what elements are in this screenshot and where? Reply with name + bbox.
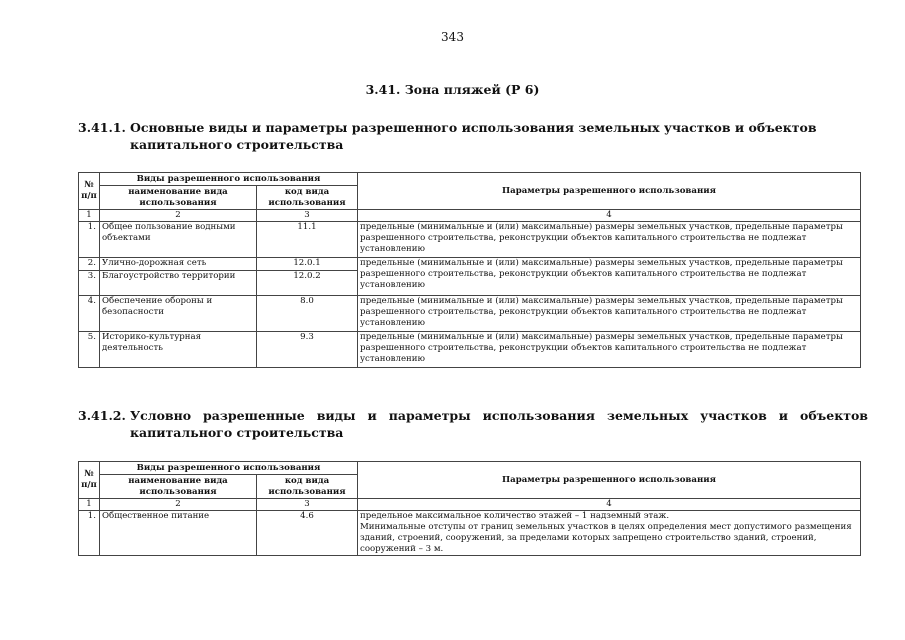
row-params: предельные (минимальные и (или) максимальные) размеры земельных участков, предельные параметры разрешенного строительства, реконструкции объектов капитального строительства не подлежат установлению [358, 258, 861, 296]
row-use-name: Благоустройство территории [100, 271, 257, 296]
conditional-uses-table [78, 461, 861, 556]
table-row [79, 296, 861, 332]
index-cell: 3 [257, 210, 358, 222]
col-header-num: № п/п [79, 173, 100, 210]
section-1-heading [78, 119, 868, 153]
row-use-code: 12.0.1 [257, 258, 358, 271]
row-params-line-2: Минимальные отступы от границ земельных участков в целях определения мест допустимого размещения зданий, строений, сооружений, за пределами которых запрещено строительство зданий, строений, сооружений – 3 м. [360, 522, 852, 554]
table-row [79, 258, 861, 271]
row-use-code: 9.3 [257, 332, 358, 368]
col-header-code: код вида использования [257, 475, 358, 499]
index-cell: 1 [79, 210, 100, 222]
row-use-name: Общественное питание [100, 511, 257, 556]
index-cell: 4 [358, 499, 861, 511]
row-number: 2. [79, 258, 100, 271]
index-cell: 4 [358, 210, 861, 222]
row-use-code: 11.1 [257, 222, 358, 258]
row-number: 1. [79, 511, 100, 556]
index-cell: 1 [79, 499, 100, 511]
row-number: 4. [79, 296, 100, 332]
table-header-row [79, 173, 861, 186]
page-number: 343 [441, 30, 464, 44]
index-cell: 3 [257, 499, 358, 511]
row-number: 5. [79, 332, 100, 368]
row-use-code: 12.0.2 [257, 271, 358, 296]
table-row [79, 332, 861, 368]
row-number: 1. [79, 222, 100, 258]
table-index-row [79, 499, 861, 511]
row-params: предельные (минимальные и (или) максимальные) размеры земельных участков, предельные параметры разрешенного строительства, реконструкции объектов капитального строительства не подлежат установлению [358, 222, 861, 258]
index-cell: 2 [100, 499, 257, 511]
col-header-name: наименование вида использования [100, 475, 257, 499]
section-1-title: Основные виды и параметры разрешенного использования земельных участков и объектов капитального строительства [130, 120, 817, 152]
row-number: 3. [79, 271, 100, 296]
row-use-code: 4.6 [257, 511, 358, 556]
row-params: предельные (минимальные и (или) максимальные) размеры земельных участков, предельные параметры разрешенного строительства, реконструкции объектов капитального строительства не подлежат установлению [358, 296, 861, 332]
table-row [79, 511, 861, 556]
index-cell: 2 [100, 210, 257, 222]
col-header-params: Параметры разрешенного использования [358, 173, 861, 210]
row-use-name: Улично-дорожная сеть [100, 258, 257, 271]
section-1-number: 3.41.1. [78, 120, 126, 135]
row-use-name: Историко-культурная деятельность [100, 332, 257, 368]
row-use-code: 8.0 [257, 296, 358, 332]
zone-title: 3.41. Зона пляжей (Р 6) [365, 82, 540, 97]
table-header-row [79, 462, 861, 475]
row-params: предельные (минимальные и (или) максимальные) размеры земельных участков, предельные параметры разрешенного строительства, реконструкции объектов капитального строительства не подлежат установлению [358, 332, 861, 368]
main-uses-table [78, 172, 861, 368]
section-2-heading [78, 407, 868, 441]
col-header-kinds: Виды разрешенного использования [100, 173, 358, 186]
col-header-kinds: Виды разрешенного использования [100, 462, 358, 475]
col-header-code: код вида использования [257, 186, 358, 210]
table-index-row [79, 210, 861, 222]
col-header-name: наименование вида использования [100, 186, 257, 210]
row-params-line-1: предельное максимальное количество этажей – 1 надземный этаж. [360, 511, 670, 521]
section-2-number: 3.41.2. [78, 408, 126, 423]
row-use-name: Обеспечение обороны и безопасности [100, 296, 257, 332]
row-params [358, 511, 861, 556]
col-header-params: Параметры разрешенного использования [358, 462, 861, 499]
table-row [79, 222, 861, 258]
section-2-title: Условно разрешенные виды и параметры использования земельных участков и объектов капитального строительства [130, 408, 868, 440]
row-use-name: Общее пользование водными объектами [100, 222, 257, 258]
col-header-num: № п/п [79, 462, 100, 499]
